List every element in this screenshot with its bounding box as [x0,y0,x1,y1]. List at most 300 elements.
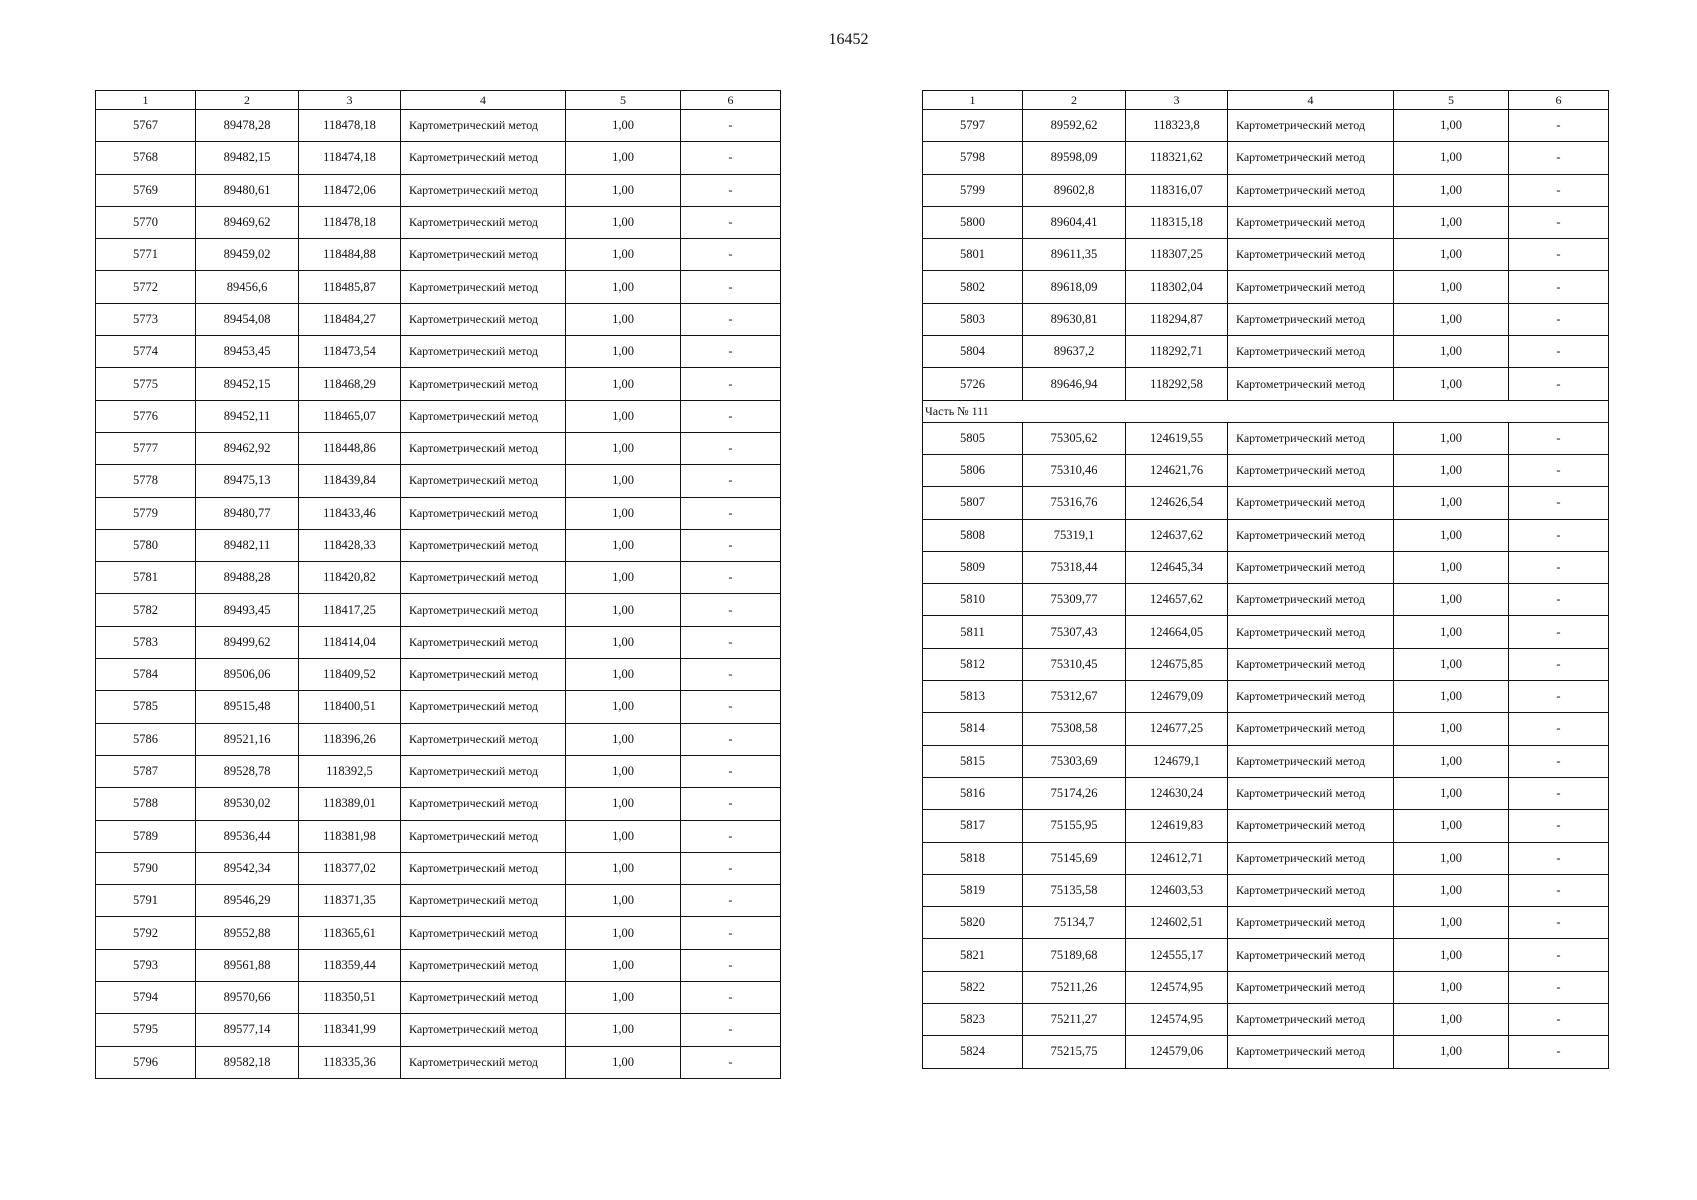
table-row [96,110,781,142]
point-number-cell: 5776 [96,400,196,432]
column-header: 6 [1509,91,1609,110]
description-cell: - [1509,368,1609,400]
table-row [96,174,781,206]
description-cell: - [681,142,781,174]
method-cell: Картометрический метод [1228,842,1394,874]
description-cell: - [1509,939,1609,971]
method-cell: Картометрический метод [1228,368,1394,400]
y-coordinate-cell: 118474,18 [299,142,401,174]
column-header: 4 [1228,91,1394,110]
description-cell: - [1509,487,1609,519]
x-coordinate-cell: 89459,02 [196,239,299,271]
description-cell: - [1509,422,1609,454]
method-cell: Картометрический метод [401,852,566,884]
table-row [923,487,1609,519]
point-number-cell: 5777 [96,432,196,464]
x-coordinate-cell: 89604,41 [1023,206,1126,238]
point-number-cell: 5784 [96,659,196,691]
method-cell: Картометрический метод [401,529,566,561]
description-cell: - [681,529,781,561]
y-coordinate-cell: 124579,06 [1126,1036,1228,1068]
table-row [96,529,781,561]
table-row [923,939,1609,971]
description-cell: - [1509,206,1609,238]
accuracy-cell: 1,00 [1394,777,1509,809]
point-number-cell: 5770 [96,206,196,238]
description-cell: - [681,497,781,529]
accuracy-cell: 1,00 [566,529,681,561]
x-coordinate-cell: 89453,45 [196,336,299,368]
table-row [96,723,781,755]
x-coordinate-cell: 75303,69 [1023,745,1126,777]
method-cell: Картометрический метод [401,723,566,755]
table-row [96,271,781,303]
x-coordinate-cell: 89469,62 [196,206,299,238]
method-cell: Картометрический метод [1228,874,1394,906]
y-coordinate-cell: 124621,76 [1126,454,1228,486]
table-row [923,971,1609,1003]
table-row [923,422,1609,454]
table-row [923,745,1609,777]
table-row [923,239,1609,271]
table-row [96,432,781,464]
y-coordinate-cell: 118420,82 [299,562,401,594]
point-number-cell: 5792 [96,917,196,949]
x-coordinate-cell: 89493,45 [196,594,299,626]
description-cell: - [681,755,781,787]
table-row [96,691,781,723]
description-cell: - [681,1046,781,1078]
accuracy-cell: 1,00 [566,788,681,820]
accuracy-cell: 1,00 [566,1014,681,1046]
table-row [923,110,1609,142]
coordinates-table-left [95,90,781,1079]
y-coordinate-cell: 124637,62 [1126,519,1228,551]
description-cell: - [681,465,781,497]
point-number-cell: 5810 [923,584,1023,616]
column-header: 6 [681,91,781,110]
table-row [923,777,1609,809]
point-number-cell: 5804 [923,336,1023,368]
x-coordinate-cell: 75308,58 [1023,713,1126,745]
x-coordinate-cell: 89646,94 [1023,368,1126,400]
point-number-cell: 5803 [923,303,1023,335]
accuracy-cell: 1,00 [1394,584,1509,616]
accuracy-cell: 1,00 [566,626,681,658]
point-number-cell: 5813 [923,681,1023,713]
table-row [923,454,1609,486]
table-row [923,1004,1609,1036]
table-row [96,206,781,238]
description-cell: - [681,432,781,464]
point-number-cell: 5798 [923,142,1023,174]
x-coordinate-cell: 89499,62 [196,626,299,658]
method-cell: Картометрический метод [401,1014,566,1046]
point-number-cell: 5821 [923,939,1023,971]
accuracy-cell: 1,00 [566,432,681,464]
y-coordinate-cell: 118478,18 [299,110,401,142]
accuracy-cell: 1,00 [1394,810,1509,842]
method-cell: Картометрический метод [401,336,566,368]
y-coordinate-cell: 118414,04 [299,626,401,658]
table-row [923,681,1609,713]
column-header: 4 [401,91,566,110]
y-coordinate-cell: 118392,5 [299,755,401,787]
x-coordinate-cell: 89478,28 [196,110,299,142]
table-row [96,142,781,174]
table-row [923,616,1609,648]
y-coordinate-cell: 124555,17 [1126,939,1228,971]
description-cell: - [681,691,781,723]
point-number-cell: 5820 [923,907,1023,939]
method-cell: Картометрический метод [401,755,566,787]
point-number-cell: 5783 [96,626,196,658]
accuracy-cell: 1,00 [1394,971,1509,1003]
table-body-left [96,110,781,1079]
method-cell: Картометрический метод [401,691,566,723]
y-coordinate-cell: 124619,55 [1126,422,1228,454]
y-coordinate-cell: 118448,86 [299,432,401,464]
method-cell: Картометрический метод [401,497,566,529]
point-number-cell: 5809 [923,551,1023,583]
accuracy-cell: 1,00 [1394,874,1509,906]
x-coordinate-cell: 75316,76 [1023,487,1126,519]
y-coordinate-cell: 118468,29 [299,368,401,400]
method-cell: Картометрический метод [401,982,566,1014]
accuracy-cell: 1,00 [566,852,681,884]
x-coordinate-cell: 75319,1 [1023,519,1126,551]
method-cell: Картометрический метод [401,110,566,142]
accuracy-cell: 1,00 [1394,1004,1509,1036]
table-row [923,519,1609,551]
y-coordinate-cell: 124679,1 [1126,745,1228,777]
description-cell: - [1509,519,1609,551]
point-number-cell: 5771 [96,239,196,271]
x-coordinate-cell: 89582,18 [196,1046,299,1078]
accuracy-cell: 1,00 [566,562,681,594]
method-cell: Картометрический метод [401,174,566,206]
column-header: 2 [1023,91,1126,110]
table-row [96,820,781,852]
table-row [923,1036,1609,1068]
x-coordinate-cell: 89488,28 [196,562,299,594]
table-row [923,206,1609,238]
accuracy-cell: 1,00 [566,820,681,852]
y-coordinate-cell: 118400,51 [299,691,401,723]
y-coordinate-cell: 118359,44 [299,949,401,981]
accuracy-cell: 1,00 [1394,745,1509,777]
description-cell: - [1509,239,1609,271]
x-coordinate-cell: 89454,08 [196,303,299,335]
table-row [96,239,781,271]
method-cell: Картометрический метод [1228,551,1394,583]
point-number-cell: 5772 [96,271,196,303]
point-number-cell: 5805 [923,422,1023,454]
accuracy-cell: 1,00 [566,497,681,529]
column-header: 2 [196,91,299,110]
x-coordinate-cell: 75145,69 [1023,842,1126,874]
accuracy-cell: 1,00 [566,336,681,368]
point-number-cell: 5808 [923,519,1023,551]
method-cell: Картометрический метод [401,465,566,497]
table-row [923,551,1609,583]
table-row [96,368,781,400]
y-coordinate-cell: 118381,98 [299,820,401,852]
point-number-cell: 5774 [96,336,196,368]
accuracy-cell: 1,00 [566,917,681,949]
y-coordinate-cell: 118484,88 [299,239,401,271]
point-number-cell: 5789 [96,820,196,852]
accuracy-cell: 1,00 [1394,842,1509,874]
accuracy-cell: 1,00 [566,206,681,238]
description-cell: - [1509,874,1609,906]
accuracy-cell: 1,00 [1394,1036,1509,1068]
accuracy-cell: 1,00 [1394,713,1509,745]
x-coordinate-cell: 89452,11 [196,400,299,432]
x-coordinate-cell: 75155,95 [1023,810,1126,842]
table-row [923,874,1609,906]
table-row [96,400,781,432]
point-number-cell: 5769 [96,174,196,206]
method-cell: Картометрический метод [1228,681,1394,713]
y-coordinate-cell: 118428,33 [299,529,401,561]
accuracy-cell: 1,00 [1394,681,1509,713]
x-coordinate-cell: 75310,46 [1023,454,1126,486]
point-number-cell: 5800 [923,206,1023,238]
method-cell: Картометрический метод [401,1046,566,1078]
method-cell: Картометрический метод [401,206,566,238]
y-coordinate-cell: 118335,36 [299,1046,401,1078]
x-coordinate-cell: 75309,77 [1023,584,1126,616]
method-cell: Картометрический метод [401,820,566,852]
x-coordinate-cell: 89552,88 [196,917,299,949]
accuracy-cell: 1,00 [1394,487,1509,519]
point-number-cell: 5775 [96,368,196,400]
description-cell: - [681,917,781,949]
point-number-cell: 5812 [923,648,1023,680]
method-cell: Картометрический метод [1228,303,1394,335]
x-coordinate-cell: 89542,34 [196,852,299,884]
table-row [96,497,781,529]
x-coordinate-cell: 89521,16 [196,723,299,755]
y-coordinate-cell: 118439,84 [299,465,401,497]
accuracy-cell: 1,00 [1394,271,1509,303]
point-number-cell: 5811 [923,616,1023,648]
x-coordinate-cell: 89456,6 [196,271,299,303]
y-coordinate-cell: 118323,8 [1126,110,1228,142]
point-number-cell: 5823 [923,1004,1023,1036]
method-cell: Картометрический метод [401,271,566,303]
description-cell: - [681,400,781,432]
accuracy-cell: 1,00 [566,1046,681,1078]
description-cell: - [681,174,781,206]
method-cell: Картометрический метод [1228,487,1394,519]
y-coordinate-cell: 124619,83 [1126,810,1228,842]
accuracy-cell: 1,00 [566,723,681,755]
table-row [96,885,781,917]
accuracy-cell: 1,00 [566,174,681,206]
description-cell: - [1509,110,1609,142]
description-cell: - [681,336,781,368]
y-coordinate-cell: 118485,87 [299,271,401,303]
method-cell: Картометрический метод [1228,939,1394,971]
x-coordinate-cell: 89480,61 [196,174,299,206]
x-coordinate-cell: 75135,58 [1023,874,1126,906]
description-cell: - [681,788,781,820]
description-cell: - [681,110,781,142]
accuracy-cell: 1,00 [1394,648,1509,680]
y-coordinate-cell: 124602,51 [1126,907,1228,939]
point-number-cell: 5794 [96,982,196,1014]
table-row [96,949,781,981]
point-number-cell: 5786 [96,723,196,755]
accuracy-cell: 1,00 [1394,110,1509,142]
x-coordinate-cell: 75310,45 [1023,648,1126,680]
accuracy-cell: 1,00 [566,755,681,787]
description-cell: - [1509,1036,1609,1068]
x-coordinate-cell: 89570,66 [196,982,299,1014]
description-cell: - [681,659,781,691]
table-body-right-b [923,422,1609,1068]
accuracy-cell: 1,00 [1394,519,1509,551]
accuracy-cell: 1,00 [566,691,681,723]
description-cell: - [681,271,781,303]
point-number-cell: 5781 [96,562,196,594]
x-coordinate-cell: 75134,7 [1023,907,1126,939]
y-coordinate-cell: 118307,25 [1126,239,1228,271]
point-number-cell: 5785 [96,691,196,723]
method-cell: Картометрический метод [1228,271,1394,303]
description-cell: - [1509,616,1609,648]
table-row [923,810,1609,842]
accuracy-cell: 1,00 [1394,303,1509,335]
description-cell: - [681,982,781,1014]
column-header: 1 [923,91,1023,110]
x-coordinate-cell: 75307,43 [1023,616,1126,648]
point-number-cell: 5768 [96,142,196,174]
x-coordinate-cell: 89515,48 [196,691,299,723]
x-coordinate-cell: 89592,62 [1023,110,1126,142]
table-row [96,982,781,1014]
x-coordinate-cell: 89452,15 [196,368,299,400]
table-row [923,842,1609,874]
x-coordinate-cell: 89618,09 [1023,271,1126,303]
table-row [96,626,781,658]
description-cell: - [681,303,781,335]
accuracy-cell: 1,00 [1394,239,1509,271]
accuracy-cell: 1,00 [1394,174,1509,206]
method-cell: Картометрический метод [401,788,566,820]
x-coordinate-cell: 89630,81 [1023,303,1126,335]
table-row [96,1014,781,1046]
accuracy-cell: 1,00 [566,368,681,400]
table-row [923,584,1609,616]
description-cell: - [681,852,781,884]
y-coordinate-cell: 118472,06 [299,174,401,206]
description-cell: - [1509,971,1609,1003]
accuracy-cell: 1,00 [566,303,681,335]
x-coordinate-cell: 89482,15 [196,142,299,174]
point-number-cell: 5787 [96,755,196,787]
description-cell: - [681,206,781,238]
x-coordinate-cell: 75189,68 [1023,939,1126,971]
table-row [96,755,781,787]
table-header-row [923,91,1609,110]
y-coordinate-cell: 124645,34 [1126,551,1228,583]
description-cell: - [1509,1004,1609,1036]
description-cell: - [1509,303,1609,335]
point-number-cell: 5817 [923,810,1023,842]
table-row [96,594,781,626]
method-cell: Картометрический метод [1228,713,1394,745]
y-coordinate-cell: 124679,09 [1126,681,1228,713]
point-number-cell: 5806 [923,454,1023,486]
x-coordinate-cell: 75174,26 [1023,777,1126,809]
x-coordinate-cell: 75318,44 [1023,551,1126,583]
point-number-cell: 5818 [923,842,1023,874]
point-number-cell: 5726 [923,368,1023,400]
accuracy-cell: 1,00 [566,142,681,174]
accuracy-cell: 1,00 [566,271,681,303]
table-row [96,465,781,497]
point-number-cell: 5778 [96,465,196,497]
method-cell: Картометрический метод [1228,454,1394,486]
description-cell: - [681,239,781,271]
method-cell: Картометрический метод [401,626,566,658]
x-coordinate-cell: 89506,06 [196,659,299,691]
description-cell: - [1509,810,1609,842]
x-coordinate-cell: 89546,29 [196,885,299,917]
y-coordinate-cell: 118389,01 [299,788,401,820]
y-coordinate-cell: 124657,62 [1126,584,1228,616]
point-number-cell: 5773 [96,303,196,335]
y-coordinate-cell: 118341,99 [299,1014,401,1046]
description-cell: - [681,885,781,917]
description-cell: - [1509,174,1609,206]
table-row [96,562,781,594]
x-coordinate-cell: 89637,2 [1023,336,1126,368]
y-coordinate-cell: 118294,87 [1126,303,1228,335]
point-number-cell: 5793 [96,949,196,981]
x-coordinate-cell: 89598,09 [1023,142,1126,174]
x-coordinate-cell: 89602,8 [1023,174,1126,206]
x-coordinate-cell: 75312,67 [1023,681,1126,713]
method-cell: Картометрический метод [1228,810,1394,842]
table-row [923,142,1609,174]
column-header: 5 [1394,91,1509,110]
x-coordinate-cell: 75211,26 [1023,971,1126,1003]
y-coordinate-cell: 124574,95 [1126,1004,1228,1036]
point-number-cell: 5819 [923,874,1023,906]
accuracy-cell: 1,00 [1394,454,1509,486]
table-row [923,174,1609,206]
accuracy-cell: 1,00 [1394,939,1509,971]
accuracy-cell: 1,00 [1394,616,1509,648]
y-coordinate-cell: 118478,18 [299,206,401,238]
method-cell: Картометрический метод [1228,616,1394,648]
point-number-cell: 5797 [923,110,1023,142]
y-coordinate-cell: 124574,95 [1126,971,1228,1003]
y-coordinate-cell: 118473,54 [299,336,401,368]
description-cell: - [1509,454,1609,486]
description-cell: - [681,626,781,658]
point-number-cell: 5790 [96,852,196,884]
table-row [923,271,1609,303]
x-coordinate-cell: 89611,35 [1023,239,1126,271]
description-cell: - [681,562,781,594]
point-number-cell: 5816 [923,777,1023,809]
method-cell: Картометрический метод [401,142,566,174]
